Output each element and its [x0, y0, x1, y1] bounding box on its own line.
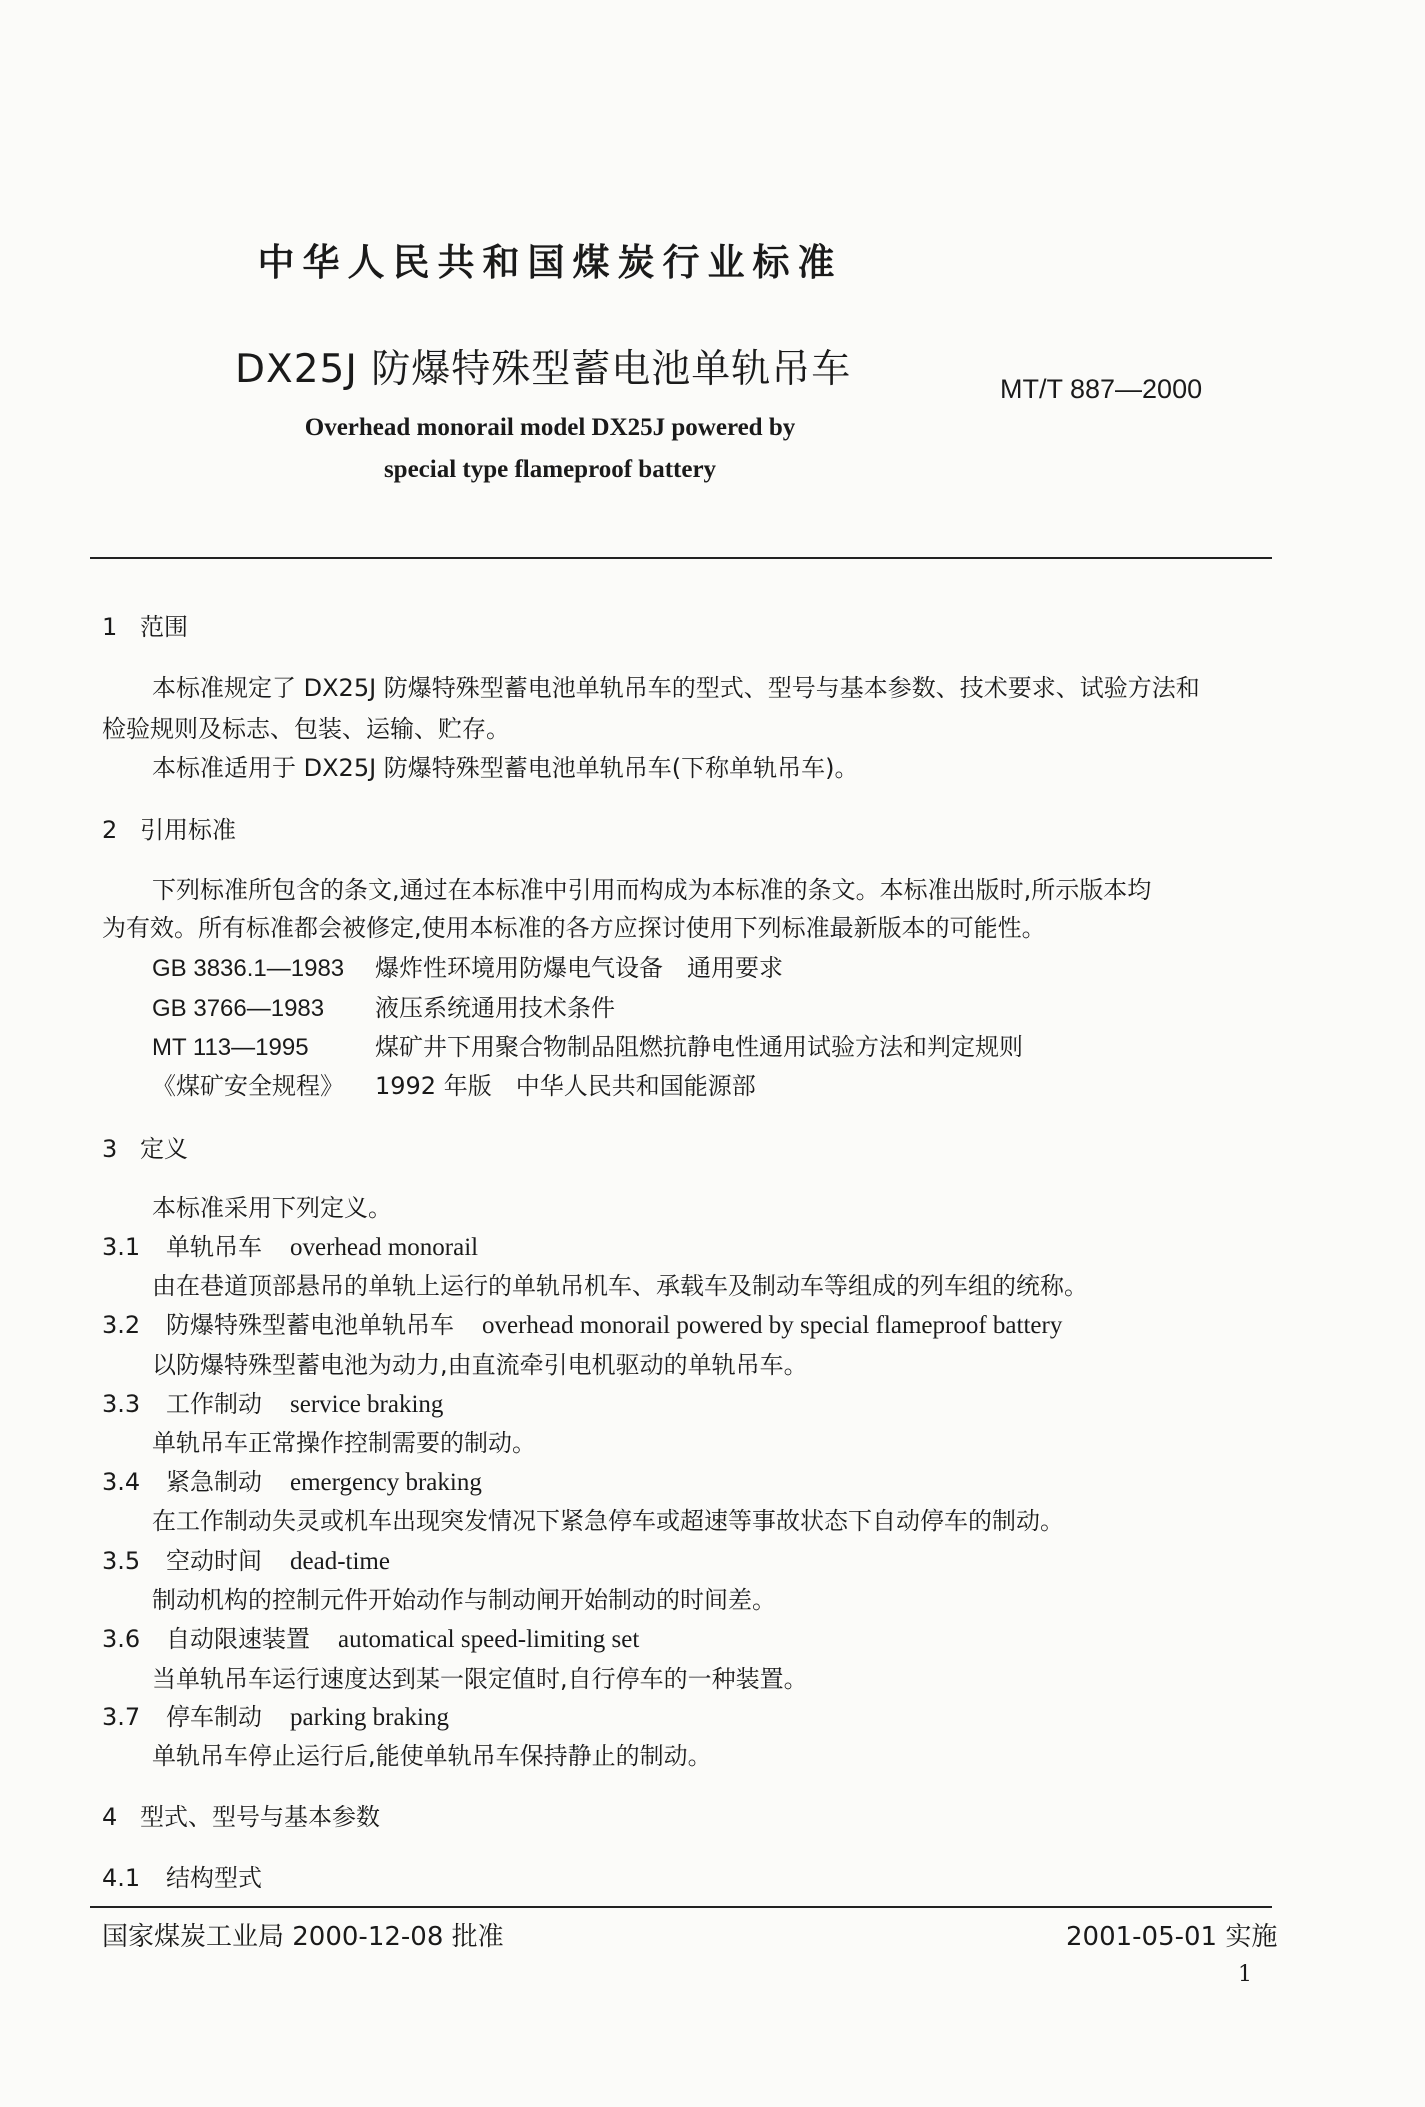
definition-heading [102, 1227, 478, 1262]
reference-title: 液压系统通用技术条件 [375, 994, 615, 1022]
definition-text: 由在巷道顶部悬吊的单轨上运行的单轨吊机车、承载车及制动车等组成的列车组的统称。 [152, 1272, 1088, 1300]
reference-item [152, 948, 783, 983]
definition-number: 3.5 [102, 1547, 141, 1575]
paragraph: 为有效。所有标准都会被修定,使用本标准的各方应探讨使用下列标准最新版本的可能性。 [102, 914, 1046, 942]
definition-term: 单轨吊车 [166, 1233, 262, 1261]
section-title: 型式、型号与基本参数 [140, 1803, 380, 1831]
paragraph: 本标准适用于 DX25J 防爆特殊型蓄电池单轨吊车(下称单轨吊车)。 [152, 754, 859, 782]
reference-title: 煤矿井下用聚合物制品阻燃抗静电性通用试验方法和判定规则 [375, 1033, 1023, 1061]
reference-code: GB 3766—1983 [152, 995, 325, 1022]
reference-item [152, 1027, 1023, 1062]
definition-term-en: overhead monorail powered by special flameproof battery [482, 1312, 1063, 1339]
definition-text: 制动机构的控制元件开始动作与制动闸开始制动的时间差。 [152, 1586, 776, 1614]
definition-heading [102, 1384, 443, 1419]
definition-term: 停车制动 [166, 1703, 262, 1731]
definition-text: 单轨吊车停止运行后,能使单轨吊车保持静止的制动。 [152, 1742, 712, 1770]
section-title: 定义 [140, 1135, 188, 1163]
reference-code: GB 3836.1—1983 [152, 955, 345, 982]
section-title: 引用标准 [140, 816, 236, 844]
definition-term-en: emergency braking [290, 1469, 482, 1496]
definition-heading [102, 1697, 449, 1732]
section-1-heading [102, 607, 188, 642]
definition-text: 单轨吊车正常操作控制需要的制动。 [152, 1429, 536, 1457]
reference-code: MT 113—1995 [152, 1034, 309, 1061]
definition-heading [102, 1619, 639, 1654]
definition-term-en: automatical speed-limiting set [338, 1626, 640, 1653]
definition-number: 3.7 [102, 1703, 141, 1731]
paragraph: 本标准采用下列定义。 [152, 1194, 392, 1222]
definition-term-en: parking braking [290, 1704, 449, 1731]
definition-term: 自动限速装置 [166, 1625, 310, 1653]
section-3-heading [102, 1129, 188, 1164]
standard-code: MT/T 887—2000 [1000, 374, 1203, 404]
header-divider [90, 557, 1272, 559]
definition-text: 当单轨吊车运行速度达到某一限定值时,自行停车的一种装置。 [152, 1665, 808, 1693]
definition-term-en: overhead monorail [290, 1234, 479, 1261]
standard-org-title: 中华人民共和国煤炭行业标准 [257, 241, 843, 284]
section-number: 4 [102, 1803, 118, 1831]
definition-term-en: service braking [290, 1391, 444, 1418]
definition-term: 防爆特殊型蓄电池单轨吊车 [166, 1311, 454, 1339]
reference-item [152, 988, 615, 1023]
document-title-en-line1: Overhead monorail model DX25J powered by [304, 414, 796, 441]
definition-number: 3.4 [102, 1468, 141, 1496]
section-number: 1 [102, 613, 118, 641]
paragraph: 下列标准所包含的条文,通过在本标准中引用而构成为本标准的条文。本标准出版时,所示版本均 [152, 876, 1152, 904]
reference-title: 1992 年版 中华人民共和国能源部 [375, 1072, 756, 1100]
definition-heading [102, 1462, 482, 1497]
section-2-heading [102, 810, 236, 845]
footer-divider [90, 1906, 1272, 1908]
document-title-zh: DX25J 防爆特殊型蓄电池单轨吊车 [235, 347, 852, 392]
definition-heading [102, 1305, 1062, 1340]
definition-term: 工作制动 [166, 1390, 262, 1418]
definition-term: 空动时间 [166, 1547, 262, 1575]
reference-item [152, 1066, 756, 1101]
section-number: 3 [102, 1135, 118, 1163]
subsection-heading [102, 1858, 262, 1893]
section-4-heading [102, 1797, 380, 1832]
implementation-date: 2001-05-01 实施 [1066, 1922, 1278, 1952]
definition-number: 3.1 [102, 1233, 141, 1261]
document-title-en-line2: special type flameproof battery [383, 456, 717, 483]
definition-number: 3.2 [102, 1311, 141, 1339]
approval-info: 国家煤炭工业局 2000-12-08 批准 [102, 1922, 504, 1952]
definition-text: 在工作制动失灵或机车出现突发情况下紧急停车或超速等事故状态下自动停车的制动。 [152, 1507, 1064, 1535]
definition-term: 紧急制动 [166, 1468, 262, 1496]
page-number: 1 [1238, 1962, 1252, 1987]
definition-text: 以防爆特殊型蓄电池为动力,由直流牵引电机驱动的单轨吊车。 [152, 1351, 808, 1379]
paragraph: 检验规则及标志、包装、运输、贮存。 [102, 715, 510, 743]
section-number: 2 [102, 816, 118, 844]
subsection-title: 结构型式 [166, 1864, 262, 1892]
reference-code: 《煤矿安全规程》 [152, 1073, 344, 1100]
subsection-number: 4.1 [102, 1864, 141, 1892]
reference-title: 爆炸性环境用防爆电气设备 通用要求 [375, 954, 783, 982]
definition-number: 3.6 [102, 1625, 141, 1653]
definition-number: 3.3 [102, 1390, 141, 1418]
definition-term-en: dead-time [290, 1548, 390, 1575]
paragraph: 本标准规定了 DX25J 防爆特殊型蓄电池单轨吊车的型式、型号与基本参数、技术要求、试验方法和 [152, 674, 1200, 702]
section-title: 范围 [140, 613, 188, 641]
definition-heading [102, 1541, 390, 1576]
